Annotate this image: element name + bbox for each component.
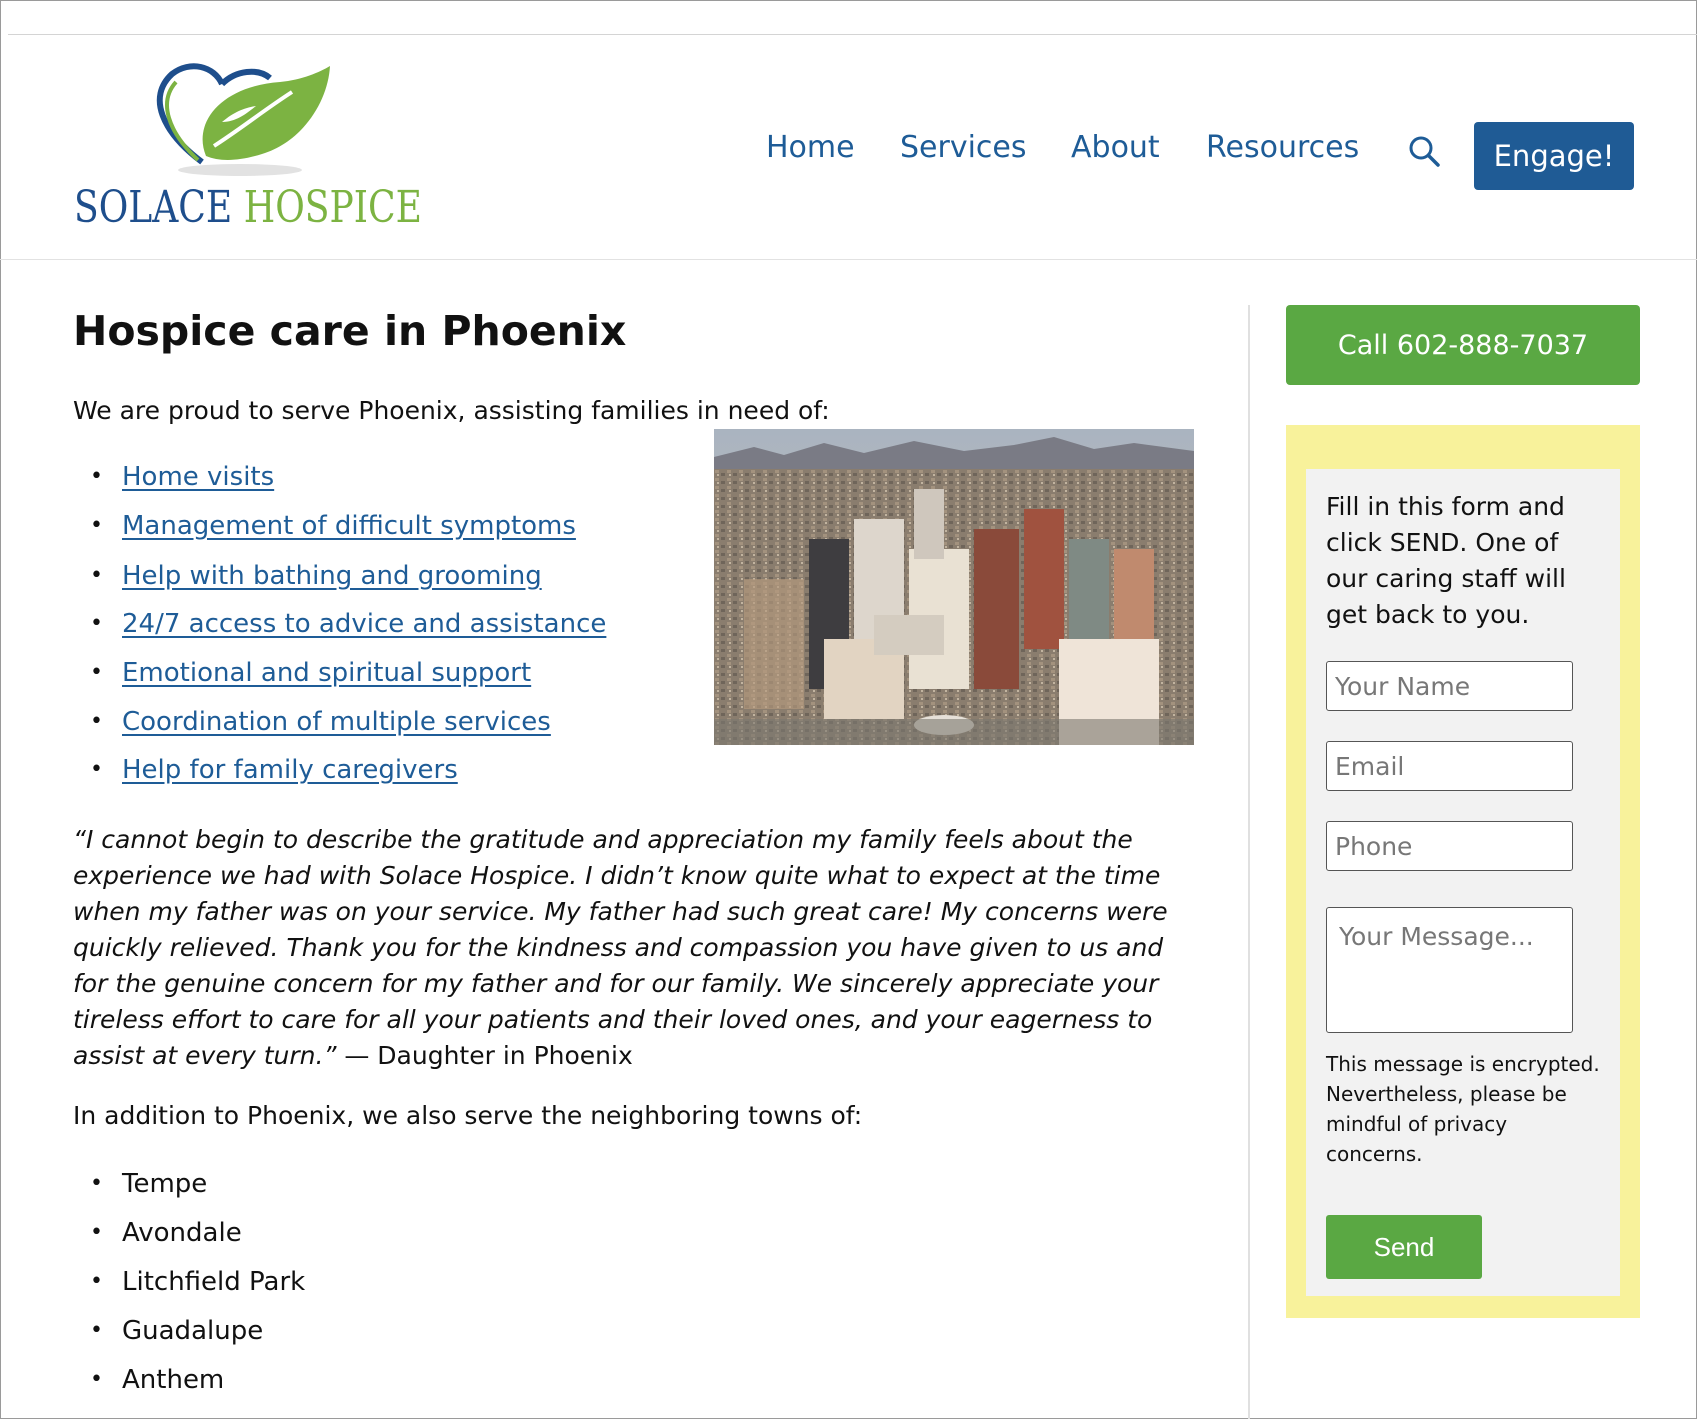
town-name: Avondale bbox=[122, 1218, 242, 1248]
encryption-note: This message is encrypted. Nevertheless, please be mindful of privacy concerns. bbox=[1326, 1052, 1600, 1166]
name-input[interactable] bbox=[1326, 661, 1573, 711]
service-link-caregivers[interactable]: Help for family caregivers bbox=[122, 755, 458, 785]
contact-form bbox=[1306, 469, 1620, 1296]
town-name: Guadalupe bbox=[122, 1316, 264, 1346]
logo-word-solace: SOLACE bbox=[74, 182, 233, 233]
call-button[interactable]: Call 602-888-7037 bbox=[1286, 305, 1640, 385]
nav-about[interactable]: About bbox=[1071, 130, 1160, 165]
nav-home[interactable]: Home bbox=[766, 130, 855, 165]
town-name: Litchfield Park bbox=[122, 1267, 306, 1297]
testimonial-text: “I cannot begin to describe the gratitude and appreciation my family feels about the experience we had with Solace Hospice. I didn’t know quite what to expect at the time when my father was on your service. My father had such great care! My concerns were quickly relieved. Thank you for the kindness and compassion you have given to us and for the genuine concern for my father and for our family. We sincerely appreciate your tireless effort to care for all your patients and their loved ones, and your eagerness to assist at every turn.” bbox=[73, 825, 1168, 1070]
nav-resources[interactable]: Resources bbox=[1206, 130, 1360, 165]
testimonial bbox=[73, 822, 1203, 1074]
phone-input[interactable] bbox=[1326, 821, 1573, 871]
service-link-bathing[interactable]: Help with bathing and grooming bbox=[122, 561, 542, 591]
email-input[interactable] bbox=[1326, 741, 1573, 791]
intro-text: We are proud to serve Phoenix, assisting families in need of: bbox=[73, 396, 830, 425]
form-prompt: Fill in this form and click SEND. One of our caring staff will get back to you. bbox=[1326, 492, 1566, 629]
town-name: Tempe bbox=[122, 1169, 208, 1199]
search-icon[interactable] bbox=[1407, 134, 1441, 168]
page-title: Hospice care in Phoenix bbox=[73, 307, 627, 355]
phoenix-skyline-image bbox=[714, 429, 1194, 745]
heart-leaf-logo-icon bbox=[152, 62, 342, 182]
service-link-symptoms[interactable]: Management of difficult symptoms bbox=[122, 511, 576, 541]
logo-word-hospice: HOSPICE bbox=[243, 182, 422, 233]
message-textarea[interactable] bbox=[1326, 907, 1573, 1033]
service-link-24-7[interactable]: 24/7 access to advice and assistance bbox=[122, 609, 607, 639]
site-logo[interactable] bbox=[72, 62, 422, 237]
sidebar-divider bbox=[1248, 305, 1250, 1419]
engage-button[interactable]: Engage! bbox=[1474, 122, 1634, 190]
service-link-emotional[interactable]: Emotional and spiritual support bbox=[122, 658, 532, 688]
header-divider bbox=[0, 259, 1697, 260]
send-button[interactable]: Send bbox=[1326, 1215, 1482, 1279]
contact-form-panel bbox=[1286, 425, 1640, 1318]
logo-wordmark bbox=[74, 182, 422, 233]
nav-services[interactable]: Services bbox=[900, 130, 1027, 165]
top-divider bbox=[8, 34, 1697, 35]
neighbors-intro: In addition to Phoenix, we also serve the neighboring towns of: bbox=[73, 1101, 863, 1130]
service-link-coordination[interactable]: Coordination of multiple services bbox=[122, 707, 551, 737]
testimonial-attribution: — Daughter in Phoenix bbox=[336, 1041, 633, 1070]
town-name: Anthem bbox=[122, 1365, 225, 1395]
service-link-home-visits[interactable]: Home visits bbox=[122, 462, 275, 492]
